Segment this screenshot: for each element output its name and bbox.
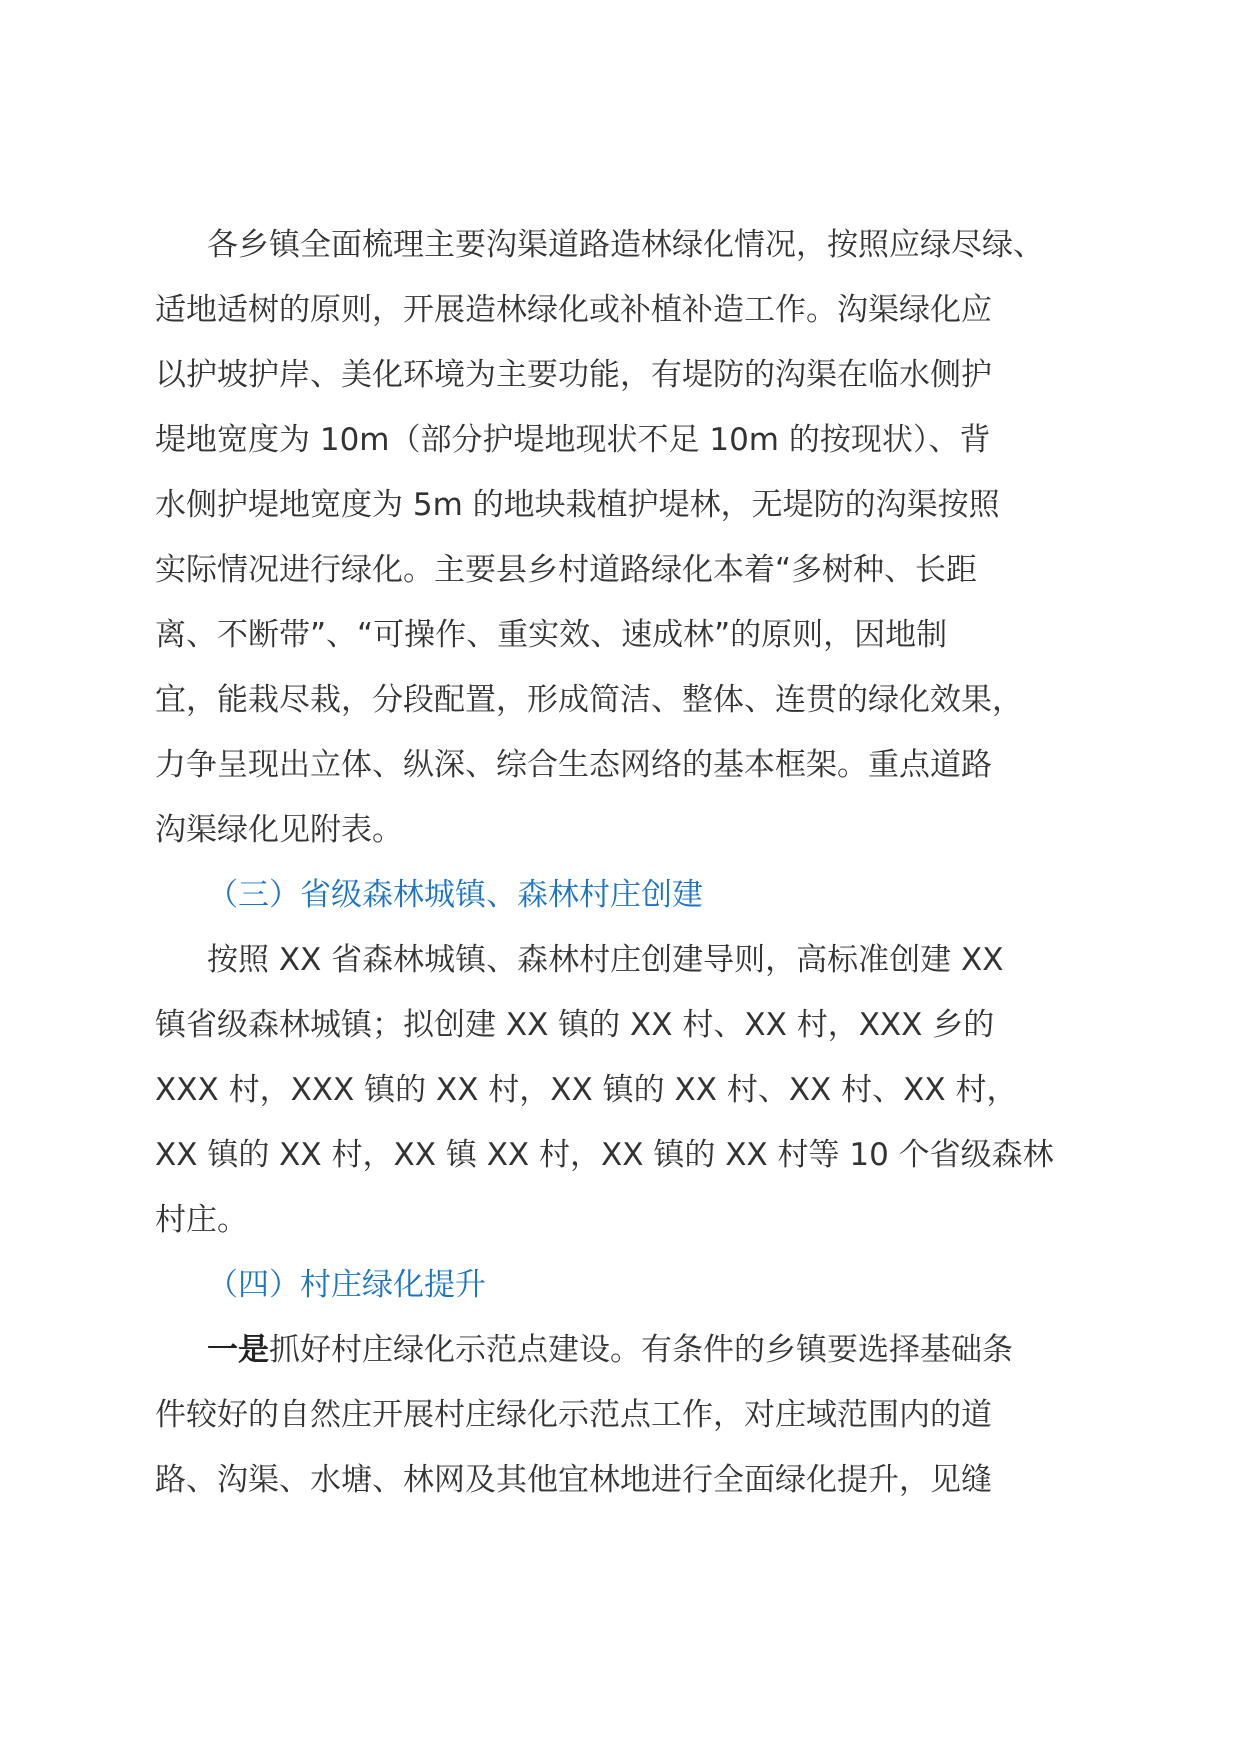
- text-line: 堤地宽度为 10m（部分护堤地现状不足 10m 的按现状）、背: [155, 422, 991, 458]
- text-line: 力争呈现出立体、纵深、综合生态网络的基本框架。重点道路: [155, 747, 992, 783]
- section-heading-forest-town: （三）省级森林城镇、森林村庄创建: [207, 877, 703, 913]
- text-line: 路、沟渠、水塘、林网及其他宜林地进行全面绿化提升，见缝: [155, 1462, 992, 1498]
- text-line: 水侧护堤地宽度为 5m 的地块栽植护堤林，无堤防的沟渠按照: [155, 487, 1000, 523]
- text-line: [155, 1318, 1090, 1383]
- text-line: 镇省级森林城镇；拟创建 XX 镇的 XX 村、XX 村，XXX 乡的: [155, 1007, 995, 1043]
- text-line: 件较好的自然庄开展村庄绿化示范点工作，对庄域范围内的道: [155, 1397, 992, 1433]
- text-line: 村庄。: [155, 1202, 248, 1238]
- document-body: [155, 213, 1090, 1513]
- text-line: 离、不断带”、“可操作、重实效、速成林”的原则，因地制: [155, 617, 948, 653]
- paragraph-road-canal-greening: [155, 213, 1090, 863]
- text-line: 按照 XX 省森林城镇、森林村庄创建导则，高标准创建 XX: [207, 942, 1004, 978]
- paragraph-village-demo-sites: [155, 1318, 1090, 1513]
- text-line: XXX 村，XXX 镇的 XX 村，XX 镇的 XX 村、XX 村、XX 村，: [155, 1072, 1018, 1108]
- text-line: 实际情况进行绿化。主要县乡村道路绿化本着“多树种、长距: [155, 552, 978, 588]
- text-line: 宜，能栽尽栽，分段配置，形成简洁、整体、连贯的绿化效果，: [155, 682, 1023, 718]
- text-line: 沟渠绿化见附表。: [155, 812, 403, 848]
- text-span: 抓好村庄绿化示范点建设。有条件的乡镇要选择基础条: [269, 1332, 1013, 1368]
- text-line: 各乡镇全面梳理主要沟渠道路造林绿化情况，按照应绿尽绿、: [207, 227, 1044, 263]
- text-line: 适地适树的原则，开展造林绿化或补植补造工作。沟渠绿化应: [155, 292, 992, 328]
- bold-lead-text: 一是: [207, 1332, 269, 1368]
- section-heading-village-greening: （四）村庄绿化提升: [207, 1267, 486, 1303]
- text-line: 以护坡护岸、美化环境为主要功能，有堤防的沟渠在临水侧护: [155, 357, 992, 393]
- text-line: XX 镇的 XX 村，XX 镇 XX 村，XX 镇的 XX 村等 10 个省级森林: [155, 1137, 1054, 1173]
- paragraph-forest-town-creation: [155, 928, 1090, 1253]
